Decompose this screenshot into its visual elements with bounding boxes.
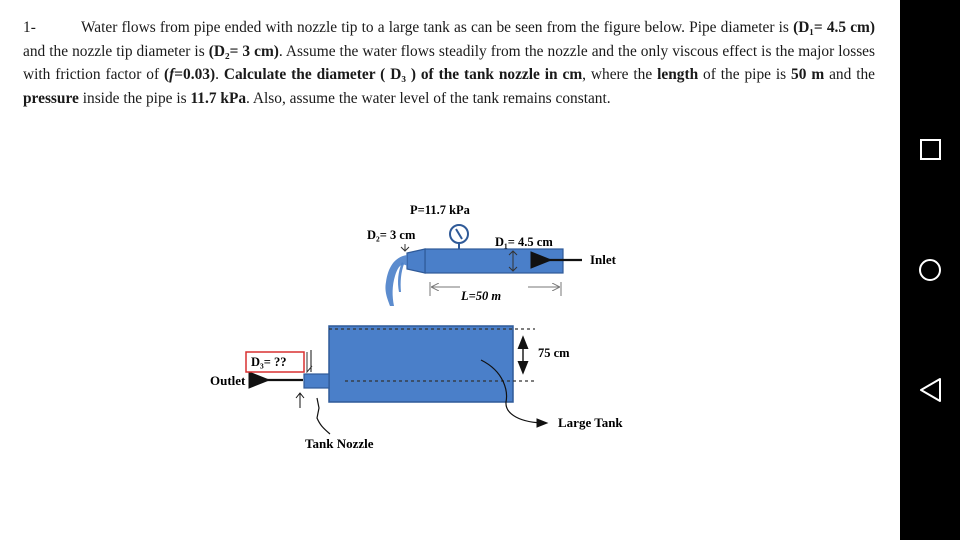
- problem-text-segment: and the nozzle tip diameter is: [23, 42, 209, 60]
- home-icon: [900, 240, 960, 300]
- large-tank: [329, 326, 513, 402]
- problem-number: 1-: [23, 19, 36, 36]
- android-nav-bar: [900, 0, 960, 540]
- recent-apps-button[interactable]: [900, 120, 960, 180]
- home-button[interactable]: [900, 240, 960, 300]
- problem-text-segment: inside the pipe is: [78, 89, 191, 107]
- tank-nozzle-label: Tank Nozzle: [305, 436, 374, 451]
- problem-text-segment: f: [169, 66, 175, 84]
- d2-pointer: [401, 244, 409, 251]
- tank-nozzle-up-arrow: [296, 393, 304, 408]
- problem-text-segment: (D₂= 3 cm): [208, 42, 279, 60]
- problem-text-segment: of the pipe is: [698, 66, 792, 84]
- tank-nozzle-pointer: [317, 398, 330, 434]
- d2-label: D₂= 3 cm: [367, 228, 416, 242]
- length-label: L=50 m: [461, 289, 502, 303]
- problem-text-segment: Water flows from pipe ended with nozzle tip to a large tank as can be seen from the figure below. Pipe diameter is: [81, 19, 794, 36]
- pressure-label: P=11.7 kPa: [410, 203, 470, 217]
- problem-text-segment: (D₁= 4.5 cm): [793, 19, 875, 36]
- problem-text-segment: =0.03): [174, 66, 216, 84]
- problem-text-segment: . Also, assume the water level of the tank remains constant.: [246, 89, 611, 107]
- d1-label: D₁= 4.5 cm: [495, 235, 553, 249]
- inlet-label: Inlet: [590, 252, 616, 267]
- problem-text-segment: 11.7 kPa: [190, 89, 247, 107]
- problem-text-segment: length: [657, 66, 699, 84]
- d3-label: D₃= ??: [251, 355, 287, 369]
- nozzle-tip: [407, 249, 425, 273]
- problem-text-segment: and the: [824, 66, 875, 84]
- problem-text-segment: pressure: [23, 89, 79, 107]
- problem-text-segment: .: [215, 66, 224, 84]
- back-icon: [900, 360, 960, 420]
- water-jet: [385, 255, 407, 306]
- large-tank-label: Large Tank: [558, 415, 623, 430]
- outlet-label: Outlet: [210, 373, 246, 388]
- height-label: 75 cm: [538, 346, 570, 360]
- problem-text-segment: . Assume the water flows steadily from the nozzle and the only viscous effect is the major losses with friction factor of: [23, 42, 876, 84]
- recent-apps-icon: [900, 120, 960, 180]
- problem-text-segment: (: [163, 66, 170, 84]
- problem-text-segment: 50 m: [791, 66, 825, 84]
- back-button[interactable]: [900, 360, 960, 420]
- pipe: [425, 249, 563, 273]
- problem-text-segment: Calculate the diameter ( D₃ ) of the tank nozzle in cm: [223, 66, 583, 84]
- problem-text-segment: , where the: [582, 66, 658, 84]
- tank-nozzle: [304, 374, 329, 388]
